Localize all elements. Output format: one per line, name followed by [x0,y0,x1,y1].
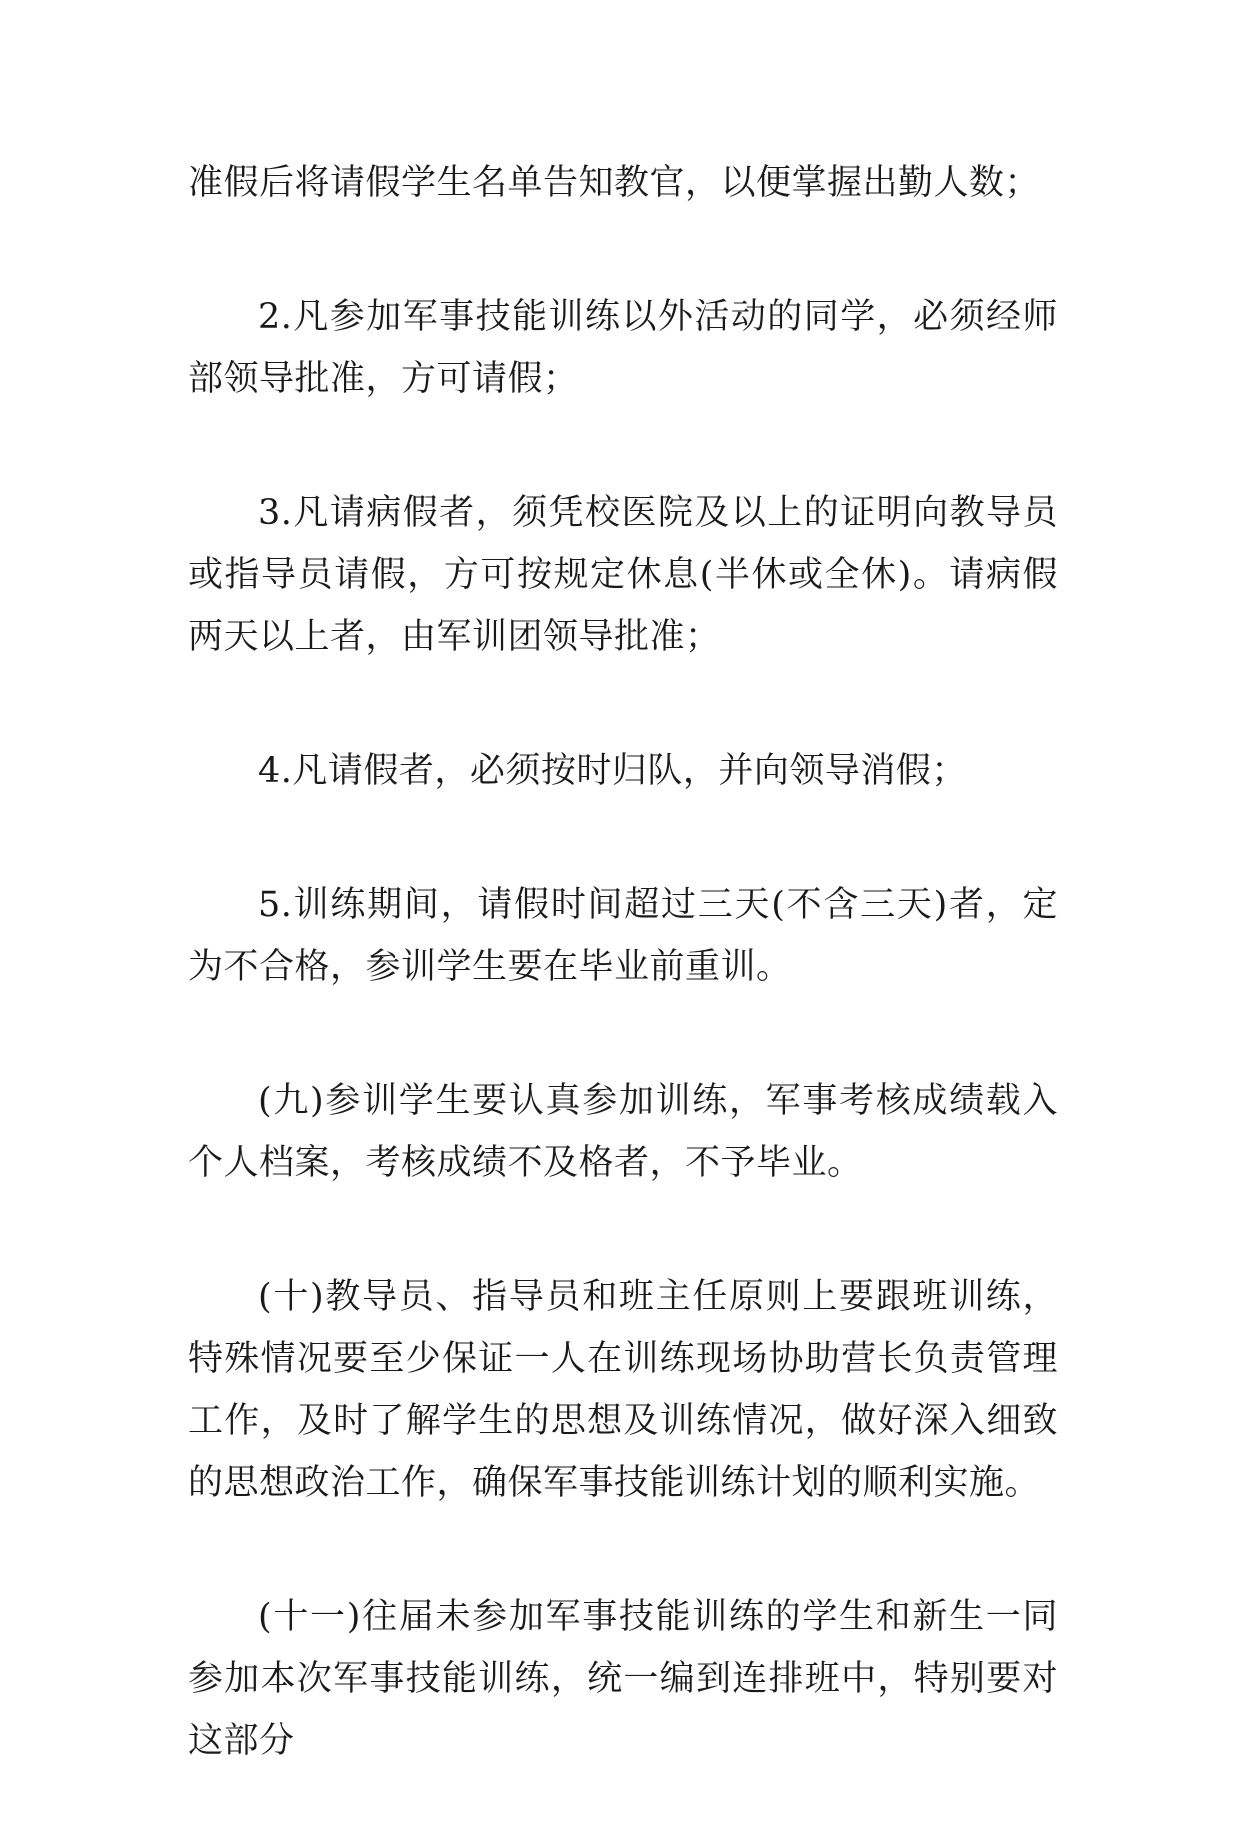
paragraph-leave-approval-continued: 准假后将请假学生名单告知教官，以便掌握出勤人数； [188,163,1041,203]
paragraph-section-9: (九)参训学生要认真参加训练，军事考核成绩载入个人档案，考核成绩不及格者，不予毕业。 [188,1081,1058,1183]
paragraph-item-4: 4.凡请假者，必须按时归队，并向领导消假； [258,751,967,791]
paragraph-item-2: 2.凡参加军事技能训练以外活动的同学，必须经师部领导批准，方可请假； [188,297,1058,399]
paragraph-item-5: 5.训练期间，请假时间超过三天(不含三天)者，定为不合格，参训学生要在毕业前重训。 [188,885,1058,987]
paragraph-section-10: (十)教导员、指导员和班主任原则上要跟班训练，特殊情况要至少保证一人在训练现场协助营长负责管理工作，及时了解学生的思想及训练情况，做好深入细致的思想政治工作，确保军事技能训练计划的顺利实施。 [188,1277,1058,1503]
document-body [188,152,1058,1844]
paragraph-section-11: (十一)往届未参加军事技能训练的学生和新生一同参加本次军事技能训练，统一编到连排班中，特别要对这部分 [188,1597,1058,1761]
paragraph-item-3: 3.凡请病假者，须凭校医院及以上的证明向教导员或指导员请假，方可按规定休息(半休或全休)。请病假两天以上者，由军训团领导批准； [188,493,1058,657]
